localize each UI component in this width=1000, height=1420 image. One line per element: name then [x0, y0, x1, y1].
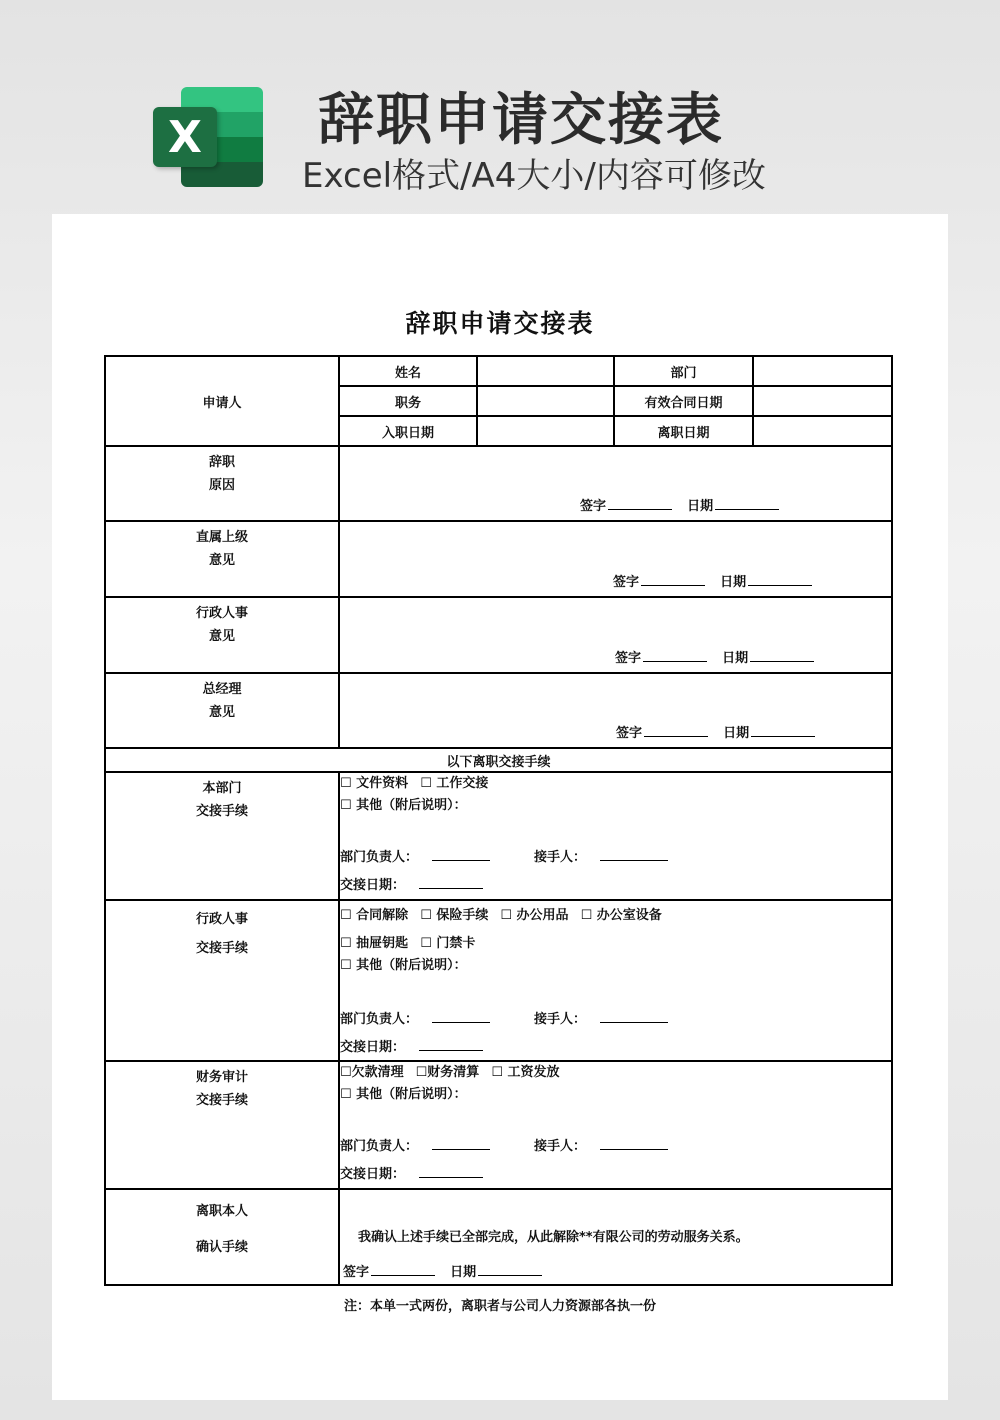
- date-label: 日期: [450, 1265, 477, 1280]
- dept-date-row: [340, 875, 891, 897]
- superior-label: [105, 521, 339, 597]
- finance-handover-label: [105, 1061, 339, 1189]
- hr-signature: [615, 647, 820, 666]
- handover-date-label: 交接日期：: [340, 1040, 406, 1055]
- self-signature[interactable]: [343, 1261, 548, 1280]
- finance-handover-field: [339, 1061, 892, 1189]
- resp-label: 部门负责人：: [340, 1139, 419, 1154]
- checkbox-option[interactable]: ☐ 工资发放: [491, 1065, 560, 1080]
- entry-date-label: 入职日期: [339, 416, 477, 446]
- date-label: 日期: [720, 575, 747, 590]
- self-statement: 我确认上述手续已全部完成，从此解除**有限公司的劳动服务关系。: [358, 1230, 749, 1245]
- checkbox-option[interactable]: ☐ 办公用品: [500, 908, 569, 923]
- checkbox-option[interactable]: ☐ 合同解除: [340, 908, 409, 923]
- self-label-line1: 离职本人: [195, 1204, 248, 1219]
- checkbox-option[interactable]: ☐财务清算: [415, 1065, 480, 1080]
- position-field[interactable]: [477, 386, 614, 416]
- resp-label: 部门负责人：: [340, 1012, 419, 1027]
- checkbox-option[interactable]: ☐ 工作交接: [420, 776, 489, 791]
- sig-label: 签字: [580, 499, 607, 514]
- handover-date-label: 交接日期：: [340, 878, 406, 893]
- superior-opinion-field[interactable]: [339, 521, 892, 597]
- position-label: 职务: [339, 386, 477, 416]
- fin-other-option[interactable]: ☐ 其他（附后说明）：: [340, 1087, 467, 1102]
- hrh-date-row: [340, 1037, 891, 1059]
- fin-date-row: [340, 1164, 891, 1186]
- hr-opinion-label: [105, 597, 339, 673]
- reason-signature: [580, 495, 785, 514]
- name-label: 姓名: [339, 356, 477, 386]
- leave-date-label: 离职日期: [614, 416, 753, 446]
- name-field[interactable]: [477, 356, 614, 386]
- receiver-label: 接手人：: [534, 850, 587, 865]
- date-label: 日期: [722, 651, 749, 666]
- dept-responsible-row: [340, 847, 891, 869]
- dept-options: [340, 773, 891, 795]
- dept-field[interactable]: [753, 356, 892, 386]
- header-subtitle: Excel格式/A4大小/内容可修改: [302, 156, 766, 196]
- self-confirm-label: [105, 1189, 339, 1285]
- gm-signature: [616, 722, 821, 741]
- dept-label-line2: 交接手续: [195, 804, 248, 819]
- hrh-options-2: [340, 933, 891, 955]
- dept-label-line1: 本部门: [202, 781, 242, 796]
- sig-label: 签字: [615, 651, 642, 666]
- hrh-responsible-row: [340, 1009, 891, 1031]
- excel-logo-icon: [153, 87, 263, 187]
- hrh-label-line1: 行政人事: [195, 912, 248, 927]
- self-confirm-field: [339, 1189, 892, 1285]
- dept-other-option[interactable]: ☐ 其他（附后说明）：: [340, 798, 467, 813]
- hr-opinion-field[interactable]: [339, 597, 892, 673]
- header-title: 辞职申请交接表: [318, 88, 724, 153]
- fin-label-line1: 财务审计: [195, 1070, 248, 1085]
- superior-signature: [613, 571, 818, 590]
- document-title: 辞职申请交接表: [405, 309, 595, 338]
- gm-opinion-field[interactable]: [339, 673, 892, 748]
- date-label: 日期: [723, 726, 750, 741]
- sig-label: 签字: [616, 726, 643, 741]
- date-label: 日期: [687, 499, 714, 514]
- checkbox-option[interactable]: ☐欠款清理: [340, 1065, 404, 1080]
- reason-label-line2: 原因: [208, 478, 235, 493]
- applicant-label: 申请人: [105, 356, 339, 446]
- logo-badge: X: [153, 107, 217, 167]
- gm-label-line2: 意见: [208, 705, 235, 720]
- hr-label-line1: 行政人事: [195, 606, 248, 621]
- fin-responsible-row: [340, 1136, 891, 1158]
- receiver-label: 接手人：: [534, 1139, 587, 1154]
- hr-label-line2: 意见: [208, 629, 235, 644]
- entry-date-field[interactable]: [477, 416, 614, 446]
- self-label-line2: 确认手续: [195, 1240, 248, 1255]
- hr-handover-label: [105, 900, 339, 1061]
- hrh-label-line2: 交接手续: [195, 941, 248, 956]
- contract-date-label: 有效合同日期: [614, 386, 753, 416]
- fin-options: [340, 1062, 891, 1084]
- hrh-other-option[interactable]: ☐ 其他（附后说明）：: [340, 958, 467, 973]
- leave-date-field[interactable]: [753, 416, 892, 446]
- handover-date-label: 交接日期：: [340, 1167, 406, 1182]
- resignation-form: [104, 355, 893, 1286]
- footer-note: 注：本单一式两份，离职者与公司人力资源部各执一份: [343, 1299, 656, 1314]
- hrh-options: [340, 905, 891, 927]
- dept-label: 部门: [614, 356, 753, 386]
- gm-opinion-label: [105, 673, 339, 748]
- receiver-label: 接手人：: [534, 1012, 587, 1027]
- reason-label: [105, 446, 339, 521]
- checkbox-option[interactable]: ☐ 办公室设备: [580, 908, 662, 923]
- checkbox-option[interactable]: ☐ 保险手续: [420, 908, 489, 923]
- reason-field[interactable]: [339, 446, 892, 521]
- contract-date-field[interactable]: [753, 386, 892, 416]
- checkbox-option[interactable]: ☐ 抽屉钥匙: [340, 936, 409, 951]
- sig-label: 签字: [613, 575, 640, 590]
- reason-label-line1: 辞职: [208, 455, 235, 470]
- fin-label-line2: 交接手续: [195, 1093, 248, 1108]
- dept-handover-field: [339, 772, 892, 900]
- superior-label-line1: 直属上级: [195, 530, 248, 545]
- hr-handover-field: [339, 900, 892, 1061]
- sig-label: 签字: [343, 1265, 370, 1280]
- dept-handover-label: [105, 772, 339, 900]
- superior-label-line2: 意见: [208, 553, 235, 568]
- checkbox-option[interactable]: ☐ 门禁卡: [420, 936, 476, 951]
- gm-label-line1: 总经理: [202, 682, 242, 697]
- handover-header: 以下离职交接手续: [105, 748, 892, 772]
- checkbox-option[interactable]: ☐ 文件资料: [340, 776, 409, 791]
- resp-label: 部门负责人：: [340, 850, 419, 865]
